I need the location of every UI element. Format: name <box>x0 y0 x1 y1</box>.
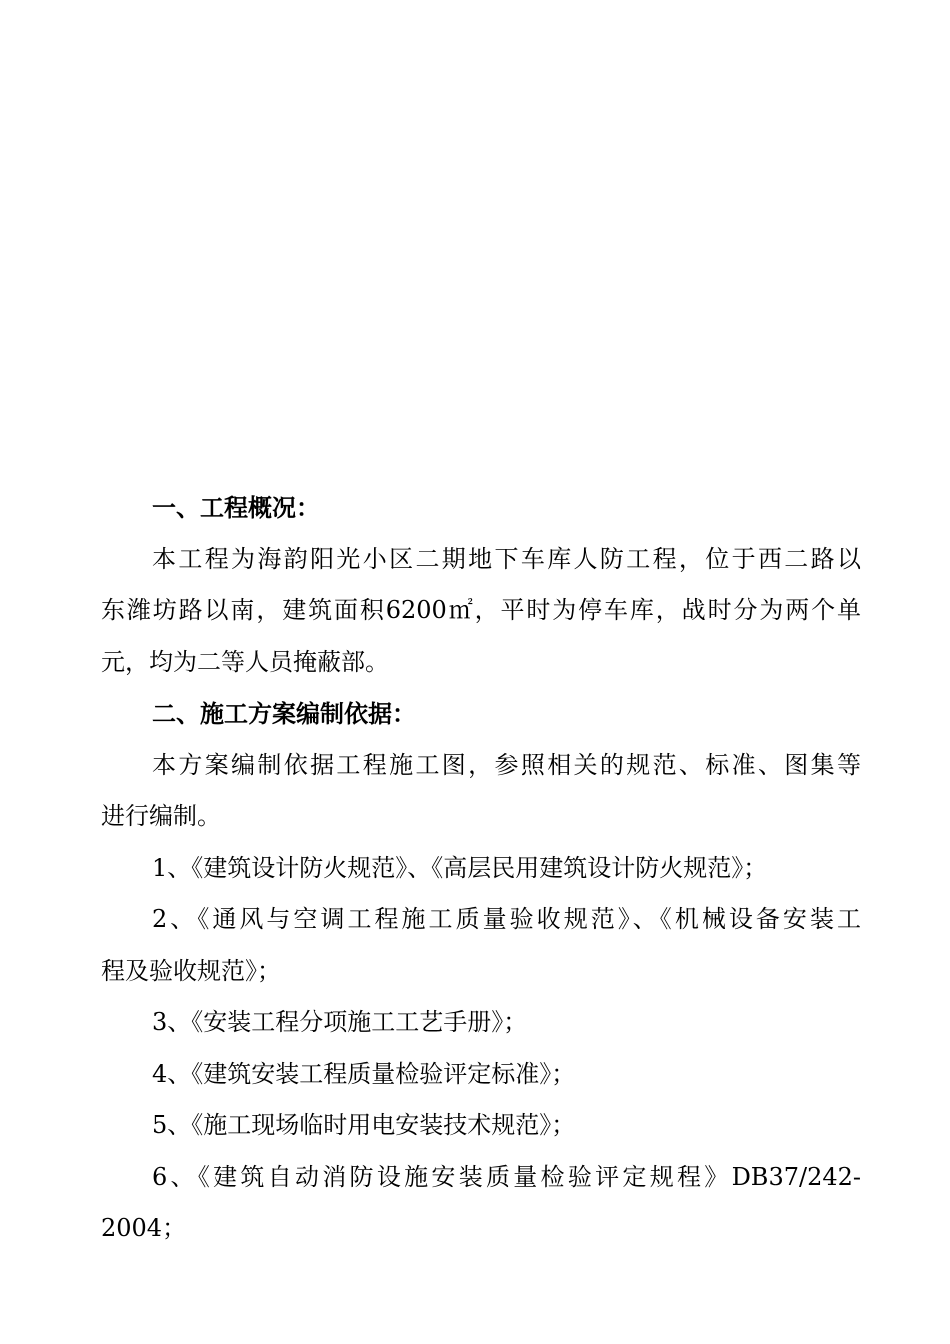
basis-list-item-6: 6、《建筑自动消防设施安装质量检验评定规程》DB37/242- <box>152 1162 861 1191</box>
basis-list-item-4: 4、《建筑安装工程质量检验评定标准》； <box>152 1059 576 1088</box>
basis-intro-line-1: 本方案编制依据工程施工图，参照相关的规范、标准、图集等 <box>152 750 861 779</box>
basis-list-item-6-continued: 2004； <box>101 1214 187 1242</box>
document-body <box>101 482 861 1255</box>
basis-list-item-5: 5、《施工现场临时用电安装技术规范》； <box>152 1111 576 1139</box>
section-heading-basis: 二、施工方案编制依据： <box>152 699 416 728</box>
overview-paragraph-line-3: 元，均为二等人员掩蔽部。 <box>101 647 389 676</box>
section-heading-overview: 一、工程概况： <box>152 493 320 522</box>
basis-intro-line-2: 进行编制。 <box>101 802 221 830</box>
overview-paragraph-line-2: 东潍坊路以南，建筑面积6200㎡，平时为停车库，战时分为两个单 <box>101 596 861 624</box>
basis-list-item-3: 3、《安装工程分项施工工艺手册》； <box>152 1008 528 1036</box>
overview-paragraph-line-1: 本工程为海韵阳光小区二期地下车库人防工程，位于西二路以 <box>152 544 861 573</box>
basis-list-item-2-continued: 程及验收规范》； <box>101 956 281 985</box>
basis-list-item-2: 2、《通风与空调工程施工质量验收规范》、《机械设备安装工 <box>152 905 861 933</box>
basis-list-item-1: 1、《建筑设计防火规范》、《高层民用建筑设计防火规范》； <box>152 853 768 882</box>
